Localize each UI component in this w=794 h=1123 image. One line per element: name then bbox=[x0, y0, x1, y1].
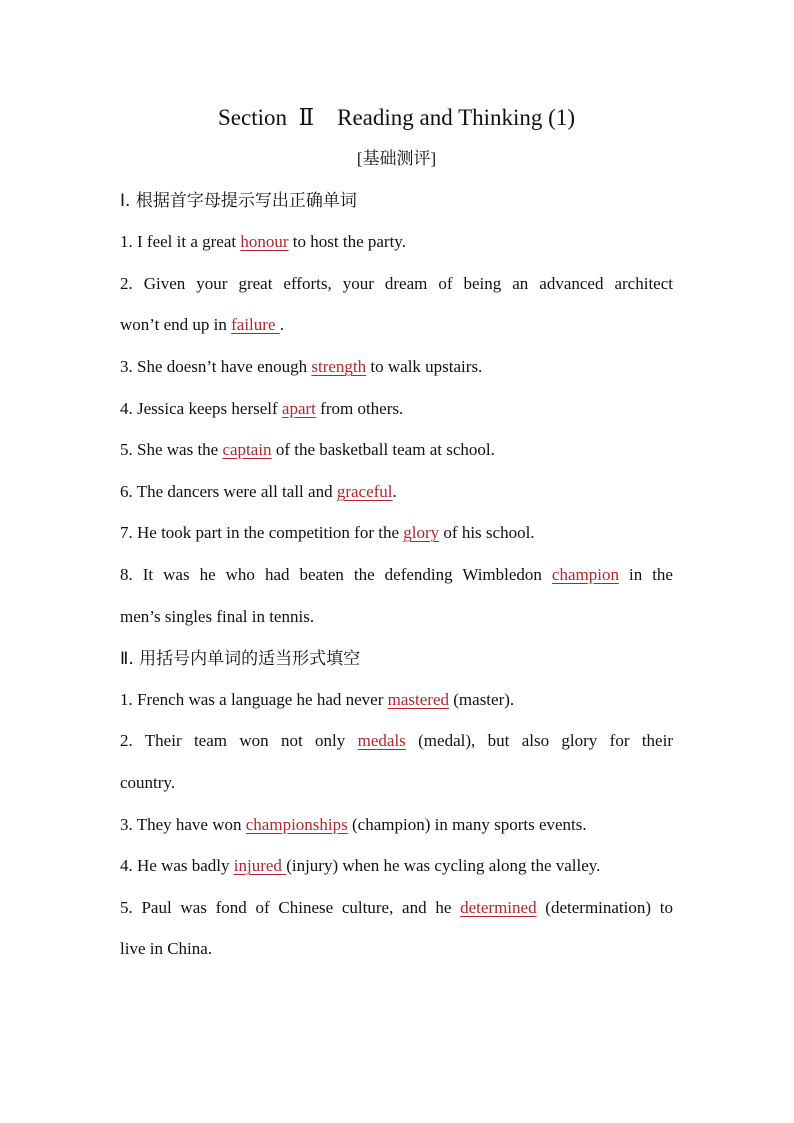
exercise-line: won’t end up in failure . bbox=[120, 315, 284, 334]
exercise-line: 1. French was a language he had never mastered (master). bbox=[120, 690, 515, 709]
answer: captain bbox=[222, 440, 272, 459]
answer: medals bbox=[357, 731, 406, 750]
answer: injured bbox=[233, 856, 287, 875]
answer: championships bbox=[245, 815, 348, 834]
answer: apart bbox=[281, 399, 316, 418]
answer: mastered bbox=[387, 690, 450, 709]
part1-heading: Ⅰ. 根据首字母提示写出正确单词 bbox=[120, 191, 357, 211]
exercise-line: 3. She doesn’t have enough strength to walk upstairs. bbox=[120, 357, 483, 376]
answer: failure bbox=[231, 315, 280, 334]
exercise-line: 2. Their team won not only medals (medal), but also glory for their bbox=[120, 731, 673, 750]
section-title: Section Ⅱ Reading and Thinking (1) bbox=[218, 105, 575, 130]
exercise-line: 4. Jessica keeps herself apart from others. bbox=[120, 399, 404, 418]
exercise-line: 1. I feel it a great honour to host the party. bbox=[120, 232, 406, 251]
answer: glory bbox=[403, 523, 440, 542]
answer: champion bbox=[551, 565, 619, 584]
exercise-line: 4. He was badly injured (injury) when he was cycling along the valley. bbox=[120, 856, 601, 875]
section-subtitle: [基础测评] bbox=[356, 149, 437, 168]
exercise-line: 2. Given your great efforts, your dream of being an advanced architect bbox=[120, 274, 673, 293]
answer: honour bbox=[240, 232, 289, 251]
answer: graceful bbox=[336, 482, 393, 501]
exercise-line: 5. She was the captain of the basketball team at school. bbox=[120, 440, 495, 459]
exercise-line: 6. The dancers were all tall and graceful. bbox=[120, 482, 397, 501]
exercise-line: men’s singles final in tennis. bbox=[120, 607, 315, 626]
answer: strength bbox=[311, 357, 367, 376]
exercise-line: live in China. bbox=[120, 939, 213, 958]
exercise-line: 3. They have won championships (champion) in many sports events. bbox=[120, 815, 587, 834]
part2-heading: Ⅱ. 用括号内单词的适当形式填空 bbox=[120, 649, 361, 669]
answer: determined bbox=[460, 898, 537, 917]
exercise-line: 8. It was he who had beaten the defending Wimbledon champion in the bbox=[120, 565, 673, 584]
exercise-line: 7. He took part in the competition for the glory of his school. bbox=[120, 523, 535, 542]
exercise-line: 5. Paul was fond of Chinese culture, and he determined (determination) to bbox=[120, 898, 673, 917]
exercise-line: country. bbox=[120, 773, 176, 792]
